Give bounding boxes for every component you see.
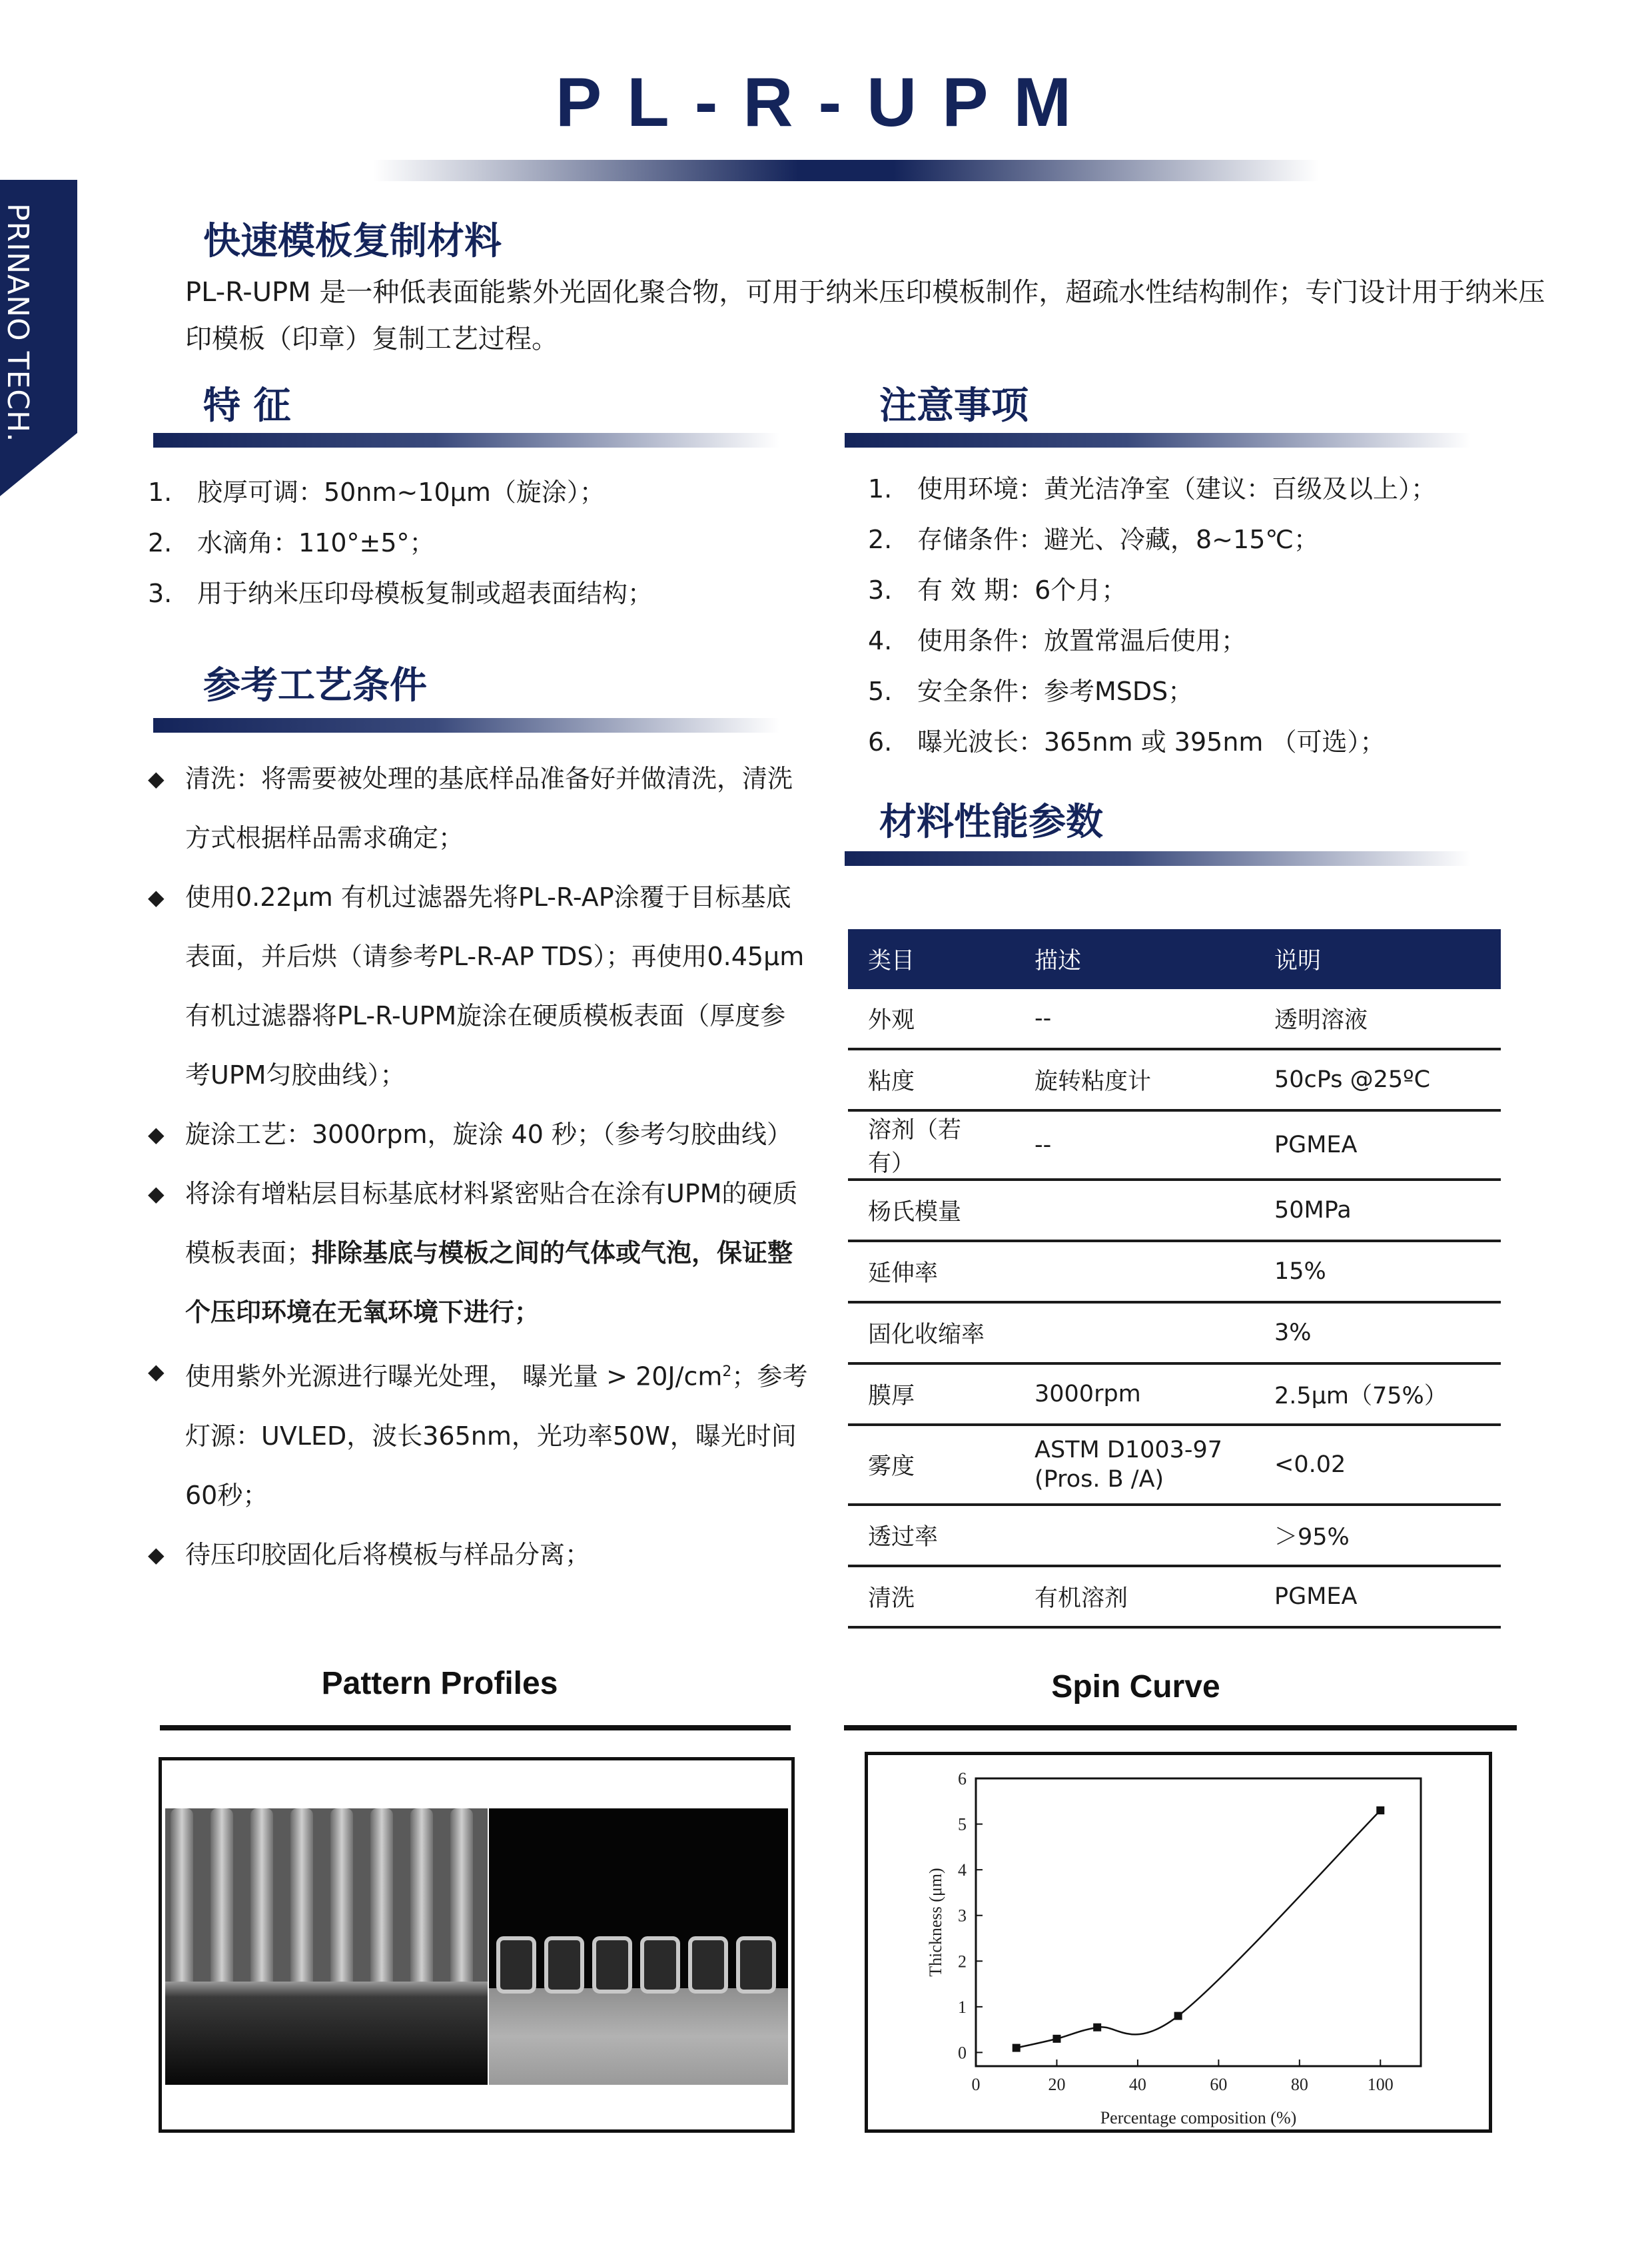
x-tick-label: 40 [1128,2075,1146,2094]
sem-pillar [210,1808,233,1992]
x-tick-label: 20 [1048,2075,1066,2094]
sem-micrograph-image [165,1808,788,2085]
properties-table [848,929,1501,1629]
sem-pillar [330,1808,353,1992]
list-item: ◆ 清洗：将需要被处理的基底样品准备好并做清洗，清洗 方式根据样品需求确定； [148,749,827,868]
intro-heading: 快速模板复制材料 [203,220,502,263]
intro-line-2: 印模板（印章）复制工艺过程。 [185,324,558,354]
data-point [1013,2044,1021,2052]
x-tick-label: 60 [1210,2075,1228,2094]
sem-pillar [290,1808,313,1992]
features-heading: 特 征 [203,384,291,428]
side-tab-label: PRINANO TECH. [1,203,35,443]
sem-pillar [171,1808,193,1992]
diamond-bullet-icon: ◆ [148,1359,165,1384]
sem-pillar [370,1808,393,1992]
bold-warning-text: 个压印环境在无氧环境下进行； [185,1298,540,1327]
x-tick-label: 80 [1290,2075,1308,2094]
y-tick-label: 0 [958,2043,967,2063]
table-row: 延伸率 15% [848,1241,1501,1302]
table-row: 溶剂（若有） -- PGMEA [848,1110,1501,1180]
spin-curve-rule [844,1725,1517,1730]
column-header: 描述 [1015,929,1254,989]
notes-list [868,468,1436,772]
properties-heading: 材料性能参数 [879,801,1103,844]
data-point [1093,2024,1101,2032]
y-tick-label: 2 [958,1952,967,1972]
y-tick-label: 6 [958,1769,967,1788]
table-row: 杨氏模量 50MPa [848,1180,1501,1241]
plot-area [976,1778,1421,2066]
sem-cross-section-trench [594,1938,630,1992]
diamond-bullet-icon: ◆ [148,1541,165,1567]
bold-warning-text: 排除基底与模板之间的气体或气泡，保证整 [312,1238,793,1268]
features-heading-bar [153,433,779,448]
table-row: 膜厚 3000rpm 2.5μm（75%） [848,1363,1501,1425]
data-point [1376,1806,1384,1814]
notes-heading: 注意事项 [879,384,1029,428]
features-list [148,472,653,623]
sem-cross-section-trench [690,1938,726,1992]
list-item: 1. 使用环境：黄光洁净室（建议：百级及以上）； [868,474,1437,504]
x-tick-label: 0 [971,2075,981,2094]
list-item: 2. 水滴角：110°±5°； [148,528,435,558]
list-item: 3. 有 效 期：6个月； [868,575,1127,605]
process-heading: 参考工艺条件 [203,664,427,707]
column-header: 说明 [1254,929,1501,989]
table-row: 固化收缩率 3% [848,1302,1501,1363]
table-row: 透过率 ＞95% [848,1505,1501,1566]
list-item: ◆ 旋涂工艺：3000rpm，旋涂 40 秒；（参考匀胶曲线） [148,1105,827,1164]
list-item: ◆ 待压印胶固化后将模板与样品分离； [148,1525,827,1585]
intro-line-1: PL-R-UPM 是一种低表面能紫外光固化聚合物，可用于纳米压印模板制作，超疏水性结构制作；专门设计用于纳米压 [185,277,1545,308]
spin-curve-heading: Spin Curve [1051,1669,1220,1704]
pattern-profiles-rule [160,1725,791,1730]
diamond-bullet-icon: ◆ [148,1181,165,1206]
series-line [1017,1810,1381,2048]
properties-heading-bar [845,851,1471,866]
spin-curve-chart [868,1755,1489,2129]
y-tick-label: 3 [958,1906,967,1926]
list-item: 1. 胶厚可调：50nm~10μm（旋涂）； [148,478,605,507]
y-tick-label: 5 [958,1814,967,1834]
column-header: 类目 [848,929,1015,989]
pattern-profiles-heading: Pattern Profiles [321,1666,558,1701]
process-list [148,749,827,1585]
diamond-bullet-icon: ◆ [148,1122,165,1147]
table-row: 粘度 旋转粘度计 50cPs @25ºC [848,1049,1501,1110]
sem-pillar [250,1808,273,1992]
list-item: 5. 安全条件：参考MSDS； [868,677,1194,706]
sem-cross-section-trench [738,1938,774,1992]
x-tick-label: 100 [1367,2075,1394,2094]
intro-paragraph [185,269,1557,362]
notes-heading-bar [845,433,1471,448]
table-header-row [848,929,1501,989]
list-item: 4. 使用条件：放置常温后使用； [868,626,1247,655]
y-axis-label: Thickness (μm) [926,1868,945,1977]
table-row: 雾度 ASTM D1003-97 (Pros. B /A) <0.02 [848,1425,1501,1505]
title-underline-bar [373,160,1319,181]
sem-pillar [450,1808,473,1992]
list-item: 2. 存储条件：避光、冷藏，8~15℃； [868,525,1320,554]
y-tick-label: 1 [958,1997,967,2017]
data-point [1174,2012,1182,2020]
list-item: 6. 曝光波长：365nm 或 395nm （可选）； [868,727,1386,757]
process-heading-bar [153,718,779,733]
list-item: ◆ 使用紫外光源进行曝光处理， 曝光量 > $20J/cm^2$；参考 灯源：UVLED，波长365nm，光功率50W，曝光时间 60秒； [148,1342,827,1525]
table-row: 外观 -- 透明溶液 [848,989,1501,1049]
list-item: ◆ 使用0.22μm 有机过滤器先将PL-R-AP涂覆于目标基底 表面，并后烘（请参考PL-R-AP TDS）；再使用0.45μm 有机过滤器将PL-R-UPM旋涂在硬质模板表面（厚度参 考UPM匀胶曲线）； [148,868,827,1105]
table-row: 清洗 有机溶剂 PGMEA [848,1566,1501,1627]
diamond-bullet-icon: ◆ [148,885,165,910]
sem-pillar [410,1808,433,1992]
diamond-bullet-icon: ◆ [148,766,165,791]
x-axis-label: Percentage composition (%) [1100,2108,1297,2127]
list-item: ◆ 将涂有增粘层目标基底材料紧密贴合在涂有UPM的硬质 模板表面；排除基底与模板之间的气体或气泡，保证整 个压印环境在无氧环境下进行； [148,1164,827,1342]
sem-cross-section-trench [642,1938,678,1992]
list-item: 3. 用于纳米压印母模板复制或超表面结构； [148,579,653,608]
page-title: PL-R-UPM [555,64,1097,141]
y-tick-label: 4 [958,1860,967,1880]
data-point [1052,2035,1060,2043]
sem-cross-section-trench [498,1938,534,1992]
sem-cross-section-trench [546,1938,582,1992]
